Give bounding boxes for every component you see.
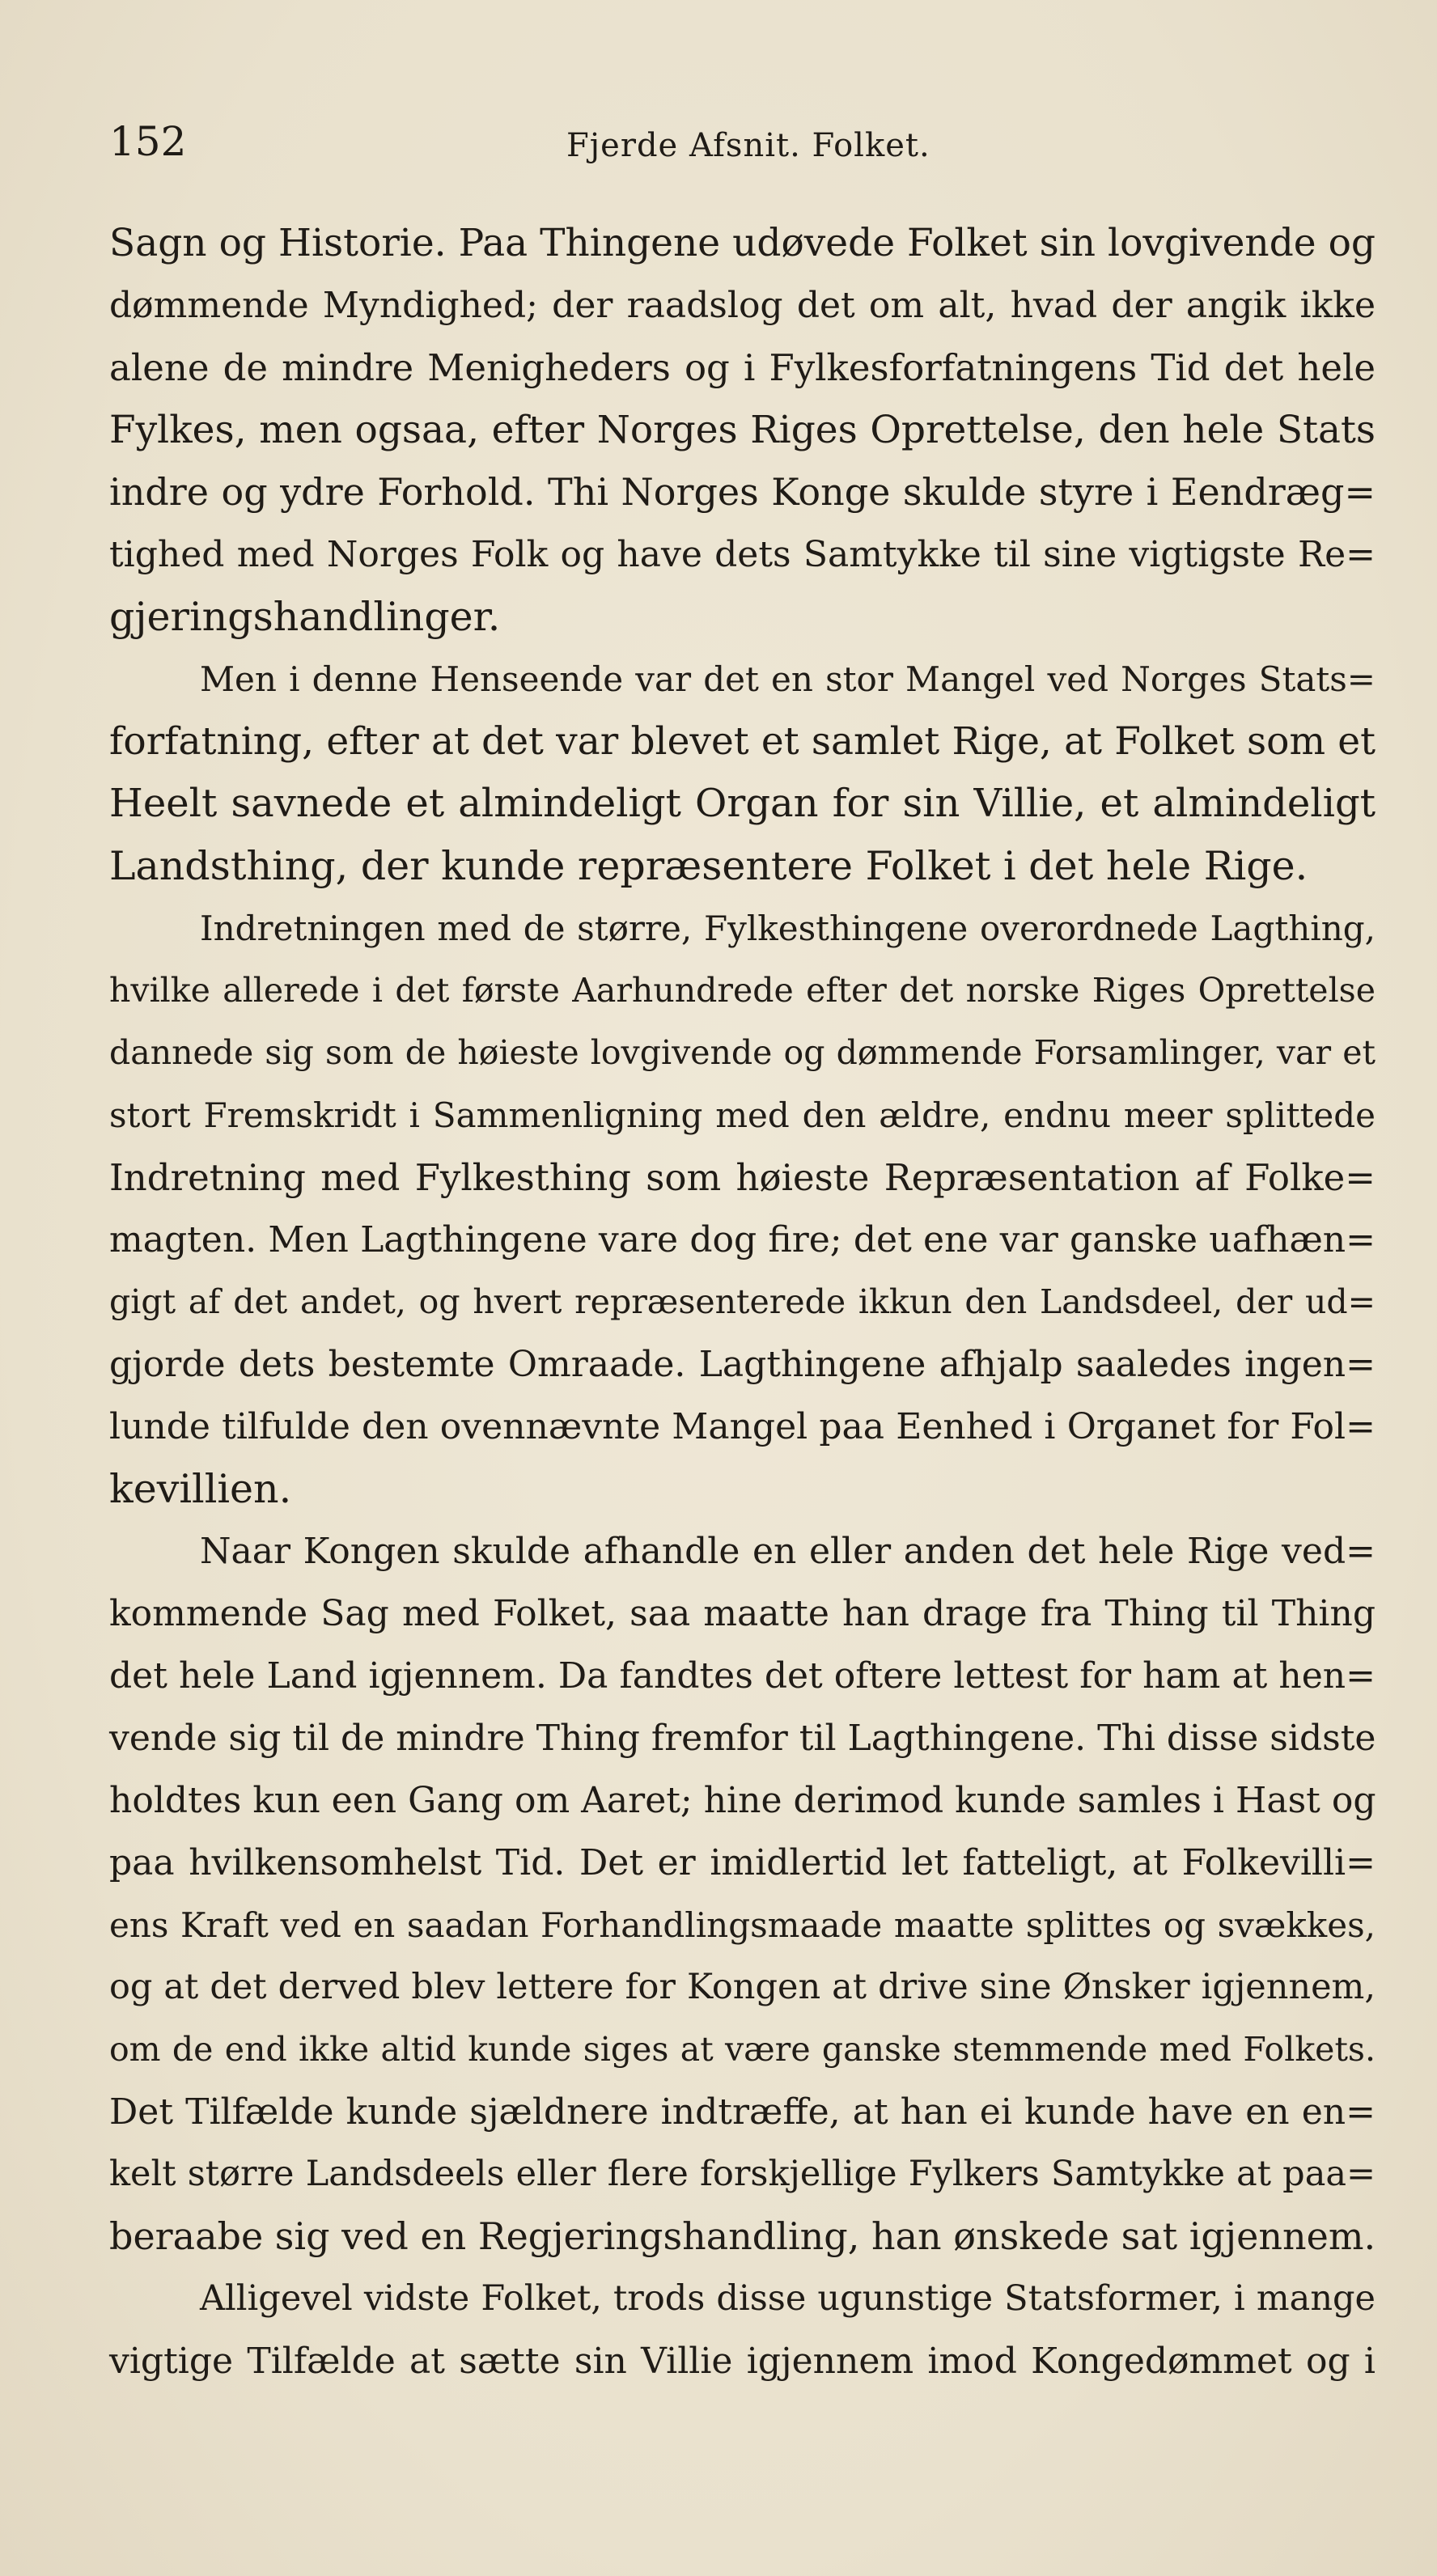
text-line: kevillien.	[109, 1466, 292, 1512]
text-line: Indretningen med de større, Fylkesthingene overordnede Lagthing,	[200, 909, 1376, 948]
text-line: gjorde dets bestemte Omraade. Lagthingene afhjalp saaledes ingen=	[109, 1344, 1376, 1385]
text-line: Det Tilfælde kunde sjældnere indtræffe, at han ei kunde have en en=	[109, 2091, 1376, 2133]
text-line: Naar Kongen skulde afhandle en eller anden det hele Rige ved=	[200, 1531, 1376, 1572]
text-line: Sagn og Historie. Paa Thingene udøvede Folket sin lovgivende og	[109, 221, 1376, 265]
text-line: Men i denne Henseende var det en stor Mangel ved Norges Stats=	[200, 659, 1376, 699]
page-number: 152	[109, 118, 187, 165]
text-line: det hele Land igjennem. Da fandtes det oftere lettest for ham at hen=	[109, 1655, 1376, 1697]
text-line: gigt af det andet, og hvert repræsenterede ikkun den Landsdeel, der ud=	[109, 1282, 1376, 1321]
text-line: alene de mindre Menigheders og i Fylkesforfatningens Tid det hele	[109, 346, 1376, 389]
text-line: dømmende Myndighed; der raadslog det om alt, hvad der angik ikke	[109, 285, 1376, 326]
text-line: Landsthing, der kunde repræsentere Folket i det hele Rige.	[109, 843, 1308, 889]
text-line: kelt større Landsdeels eller flere forskjellige Fylkers Samtykke at paa=	[109, 2154, 1376, 2194]
text-line: om de end ikke altid kunde siges at være ganske stemmende med Folkets.	[109, 2030, 1376, 2069]
text-line: forfatning, efter at det var blevet et samlet Rige, at Folket som et	[109, 719, 1376, 764]
text-line: Heelt savnede et almindeligt Organ for sin Villie, et almindeligt	[109, 781, 1376, 826]
text-line: magten. Men Lagthingene vare dog fire; det ene var ganske uafhæn=	[109, 1219, 1376, 1260]
text-line: indre og ydre Forhold. Thi Norges Konge skulde styre i Eendræg=	[109, 470, 1376, 514]
body-text	[109, 212, 1376, 2392]
text-line: vigtige Tilfælde at sætte sin Villie igjennem imod Kongedømmet og i	[109, 2341, 1376, 2382]
running-head: Fjerde Afsnit. Folket.	[566, 127, 930, 164]
text-line: lunde tilfulde den ovennævnte Mangel paa Eenhed i Organet for Fol=	[109, 1406, 1376, 1447]
text-line: holdtes kun een Gang om Aaret; hine derimod kunde samles i Hast og	[109, 1780, 1376, 1821]
text-line: tighed med Norges Folk og have dets Samtykke til sine vigtigste Re=	[109, 534, 1376, 575]
text-line: dannede sig som de høieste lovgivende og dømmende Forsamlinger, var et	[109, 1033, 1376, 1072]
text-line: hvilke allerede i det første Aarhundrede efter det norske Riges Oprettelse	[109, 971, 1376, 1010]
text-line: Indretning med Fylkesthing som høieste Repræsentation af Folke=	[109, 1156, 1376, 1199]
text-line: gjeringshandlinger.	[109, 594, 501, 640]
page-header	[109, 109, 1355, 174]
text-line: vende sig til de mindre Thing fremfor til Lagthingene. Thi disse sidste	[109, 1718, 1376, 1759]
text-line: ens Kraft ved en saadan Forhandlingsmaade maatte splittes og svækkes,	[109, 1905, 1376, 1945]
text-line: beraabe sig ved en Regjeringshandling, han ønskede sat igjennem.	[109, 2214, 1376, 2258]
text-line: stort Fremskridt i Sammenligning med den ældre, endnu meer splittede	[109, 1095, 1376, 1135]
text-line: kommende Sag med Folket, saa maatte han drage fra Thing til Thing	[109, 1593, 1376, 1634]
text-line: paa hvilkensomhelst Tid. Det er imidlertid let fatteligt, at Folkevilli=	[109, 1842, 1376, 1883]
text-line: og at det derved blev lettere for Kongen at drive sine Ønsker igjennem,	[109, 1967, 1376, 2007]
text-line: Fylkes, men ogsaa, efter Norges Riges Oprettelse, den hele Stats	[109, 408, 1376, 452]
text-line: Alligevel vidste Folket, trods disse ugunstige Statsformer, i mange	[200, 2278, 1376, 2319]
